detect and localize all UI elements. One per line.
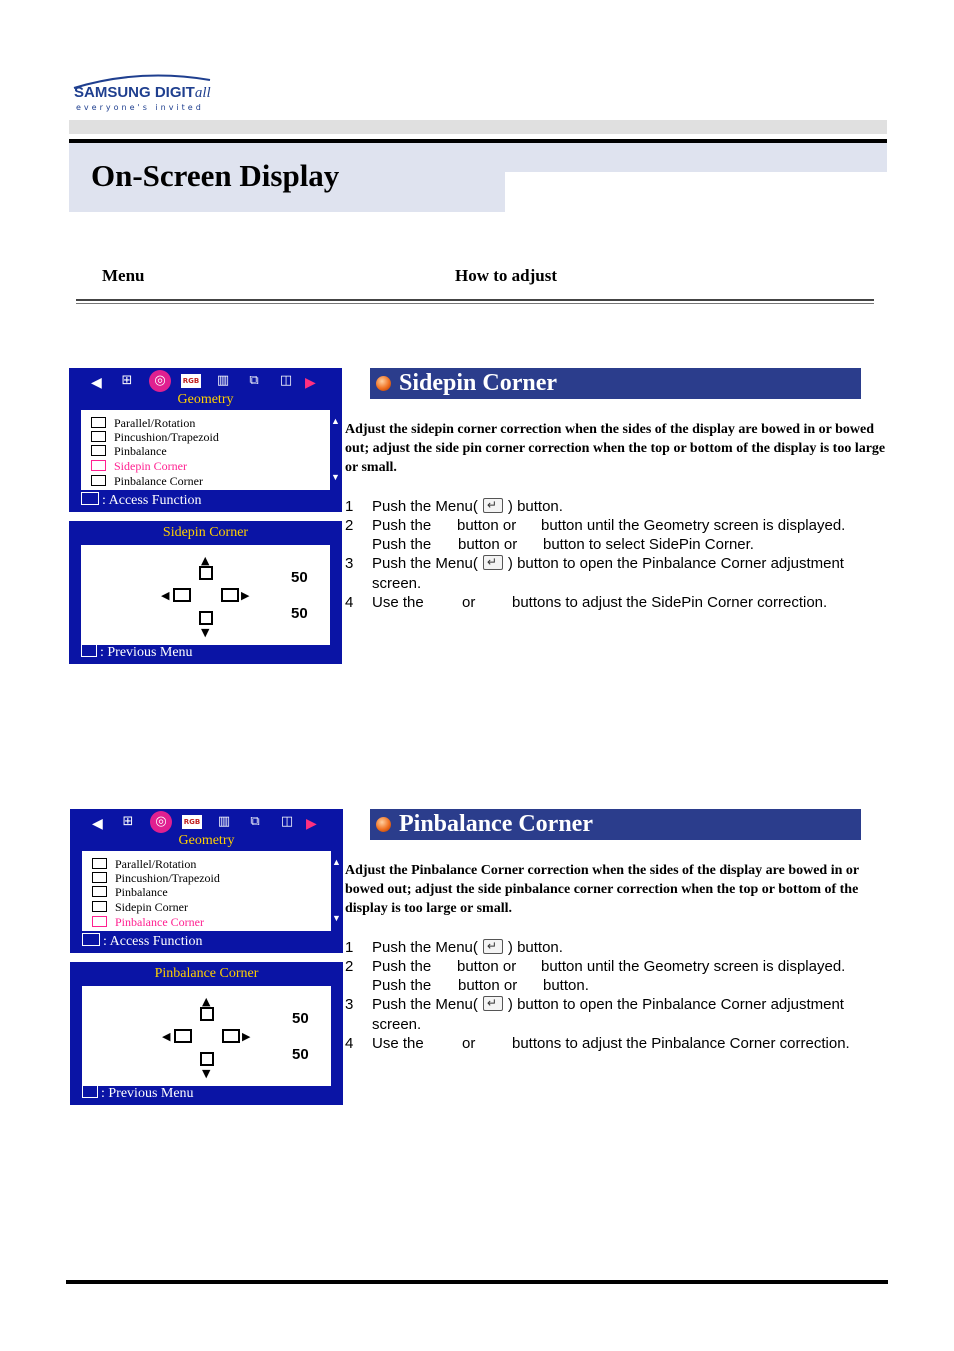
- header-rule-thin: [76, 303, 874, 304]
- section-heading-sidepin-corner: Sidepin Corner: [370, 368, 861, 399]
- step-3-continued: screen.: [372, 1016, 422, 1033]
- osd-scrollbar: [332, 851, 342, 931]
- right-arrow-icon: ▶: [241, 589, 250, 602]
- step-4: 4: [345, 1035, 354, 1052]
- osd-access-function: : Access Function: [81, 492, 202, 509]
- step-2-part-b: button or: [457, 958, 517, 975]
- page-title: On-Screen Display: [91, 158, 340, 193]
- osd-adjust-title: Pinbalance Corner: [154, 966, 259, 981]
- step-2-part-c: button until the Geometry screen is displayed.: [541, 517, 846, 534]
- adjust-value-bottom: 50: [292, 1046, 309, 1063]
- moire-icon: ▥: [217, 814, 231, 829]
- step-3-continued: screen.: [372, 575, 422, 592]
- header-rule: [76, 299, 874, 301]
- sidepin-right-icon: [221, 588, 239, 602]
- zoom-icon: ◫: [280, 814, 294, 829]
- bottom-divider: [66, 1280, 888, 1284]
- step-2b-part-c: button to select SidePin Corner.: [543, 536, 754, 553]
- osd-previous-menu: : Previous Menu: [81, 644, 193, 661]
- pincushion-icon: [92, 872, 107, 883]
- exit-icon: [81, 644, 97, 657]
- osd-access-function: : Access Function: [82, 933, 203, 950]
- adjust-value-bottom: 50: [291, 605, 308, 622]
- section-description: Adjust the Pinbalance Corner correction when the sides of the display are bowed in or bowed out; adjust the side pinbalance corner correction when the top or bottom of the display is too large or small.: [345, 863, 859, 916]
- step-1: 1: [345, 939, 354, 956]
- left-arrow-icon: ◀: [91, 374, 102, 390]
- section-description: Adjust the sidepin corner correction when the sides of the display are bowed in or bowed out; adjust the side pin corner correction when the top or bottom of the display is too large or small.: [345, 422, 886, 475]
- zoom-icon: ◫: [279, 373, 293, 388]
- osd-menu-list: [81, 410, 330, 490]
- step-2: 2: [345, 958, 354, 975]
- step-4-part-c: buttons to adjust the SidePin Corner correction.: [512, 594, 828, 611]
- parallel-icon: [91, 417, 106, 428]
- step-3: 3: [345, 996, 354, 1013]
- moire-icon: ▥: [216, 373, 230, 388]
- column-header-menu: Menu: [102, 266, 145, 285]
- scroll-up-icon: ▲: [332, 857, 341, 867]
- osd-menu-title: Geometry: [177, 392, 234, 407]
- top-gray-bar: [69, 120, 887, 134]
- menu-button-icon: [483, 555, 503, 570]
- osd-adjust-panel: [69, 521, 342, 664]
- logo-brand-suffix: all: [194, 85, 211, 101]
- osd-item-parallel-rotation: Parallel/Rotation: [91, 416, 195, 430]
- exit-icon: [82, 1085, 98, 1098]
- osd-menu-list: [82, 851, 331, 931]
- osd-icon-bar: [70, 811, 343, 835]
- scroll-up-icon: ▲: [331, 416, 340, 426]
- osd-item-pinbalance: Pinbalance: [91, 444, 167, 458]
- pinbalance-bottom-icon: [200, 1052, 214, 1066]
- osd-item-sidepin-corner: Sidepin Corner: [92, 900, 188, 914]
- osd-item-parallel-rotation: Parallel/Rotation: [92, 857, 196, 871]
- logo-tagline: everyone's invited: [76, 103, 204, 112]
- bullet-ball-icon: [376, 817, 391, 832]
- up-arrow-icon: ▲: [201, 554, 210, 567]
- section-heading-pinbalance-corner: Pinbalance Corner: [370, 809, 861, 840]
- geometry-icon: ◎: [149, 370, 171, 392]
- osd-item-pinbalance-corner: Pinbalance Corner: [92, 915, 204, 929]
- pinbalance-icon: [92, 886, 107, 897]
- up-arrow-icon: ▲: [202, 995, 211, 1008]
- pinbalance-top-icon: [200, 1007, 214, 1021]
- adjust-value-top: 50: [291, 569, 308, 586]
- step-4-part-b: or: [462, 594, 476, 611]
- sidepin-icon: [92, 901, 107, 912]
- step-2b-part-b: button or: [458, 536, 518, 553]
- down-arrow-icon: ▼: [201, 626, 210, 639]
- step-2b-part-a: Push the: [372, 977, 432, 994]
- step-4-part-a: Use the: [372, 1035, 424, 1052]
- step-1: 1: [345, 498, 354, 515]
- step-2: 2: [345, 517, 354, 534]
- down-arrow-icon: ▼: [202, 1067, 211, 1080]
- menu-button-icon: [483, 498, 503, 513]
- position-icon: ⊞: [122, 814, 134, 829]
- step-1-text: Push the Menu(↵ ) button.: [372, 938, 563, 957]
- step-2-part-c: button until the Geometry screen is displayed.: [541, 958, 846, 975]
- left-arrow-icon: ◀: [162, 1030, 171, 1043]
- osd-item-pinbalance: Pinbalance: [92, 885, 168, 899]
- step-2b-part-b: button or: [458, 977, 518, 994]
- step-4-part-b: or: [462, 1035, 476, 1052]
- osd-menu-title: Geometry: [178, 833, 235, 848]
- position-icon: ⊞: [121, 373, 133, 388]
- step-2b-part-a: Push the: [372, 536, 432, 553]
- right-arrow-icon: ▶: [306, 815, 317, 831]
- pincushion-icon: [91, 431, 106, 442]
- samsung-logo: [70, 72, 212, 116]
- enter-key-icon: [81, 492, 99, 505]
- osd-item-pincushion-trapezoid: Pincushion/Trapezoid: [91, 430, 219, 444]
- osd-geometry-menu: [69, 368, 342, 512]
- geometry-icon: ◎: [150, 811, 172, 833]
- enter-key-icon: [82, 933, 100, 946]
- parallel-icon: [92, 858, 107, 869]
- step-4-part-a: Use the: [372, 594, 424, 611]
- right-arrow-icon: ▶: [242, 1030, 251, 1043]
- pinbalance-corner-icon: [91, 475, 106, 486]
- step-2-part-a: Push the: [372, 517, 432, 534]
- menu-button-icon: [483, 939, 503, 954]
- step-4: 4: [345, 594, 354, 611]
- osd-geometry-menu-2: [70, 809, 343, 953]
- osd-adjust-box: [82, 986, 331, 1086]
- left-arrow-icon: ◀: [161, 589, 170, 602]
- osd-item-pincushion-trapezoid: Pincushion/Trapezoid: [92, 871, 220, 885]
- sidepin-icon: [91, 460, 106, 471]
- pinbalance-icon: [91, 445, 106, 456]
- windows-icon: ⧉: [249, 373, 259, 388]
- step-2b-part-c: button.: [543, 977, 589, 994]
- step-2-part-b: button or: [457, 517, 517, 534]
- title-band-notch: [505, 172, 535, 212]
- pinbalance-left-icon: [174, 1029, 192, 1043]
- osd-item-pinbalance-corner: Pinbalance Corner: [91, 474, 203, 488]
- rgb-icon: RGB: [182, 815, 202, 829]
- step-2-part-a: Push the: [372, 958, 432, 975]
- sidepin-left-icon: [173, 588, 191, 602]
- osd-icon-bar: [69, 370, 342, 394]
- menu-button-icon: [483, 996, 503, 1011]
- osd-adjust-box: [81, 545, 330, 645]
- pinbalance-right-icon: [222, 1029, 240, 1043]
- rgb-icon: RGB: [181, 374, 201, 388]
- pinbalance-corner-icon: [92, 916, 107, 927]
- sidepin-top-icon: [199, 566, 213, 580]
- scroll-down-icon: ▼: [332, 913, 341, 923]
- column-header-how-to-adjust: How to adjust: [455, 266, 558, 285]
- osd-adjust-panel-2: [70, 962, 343, 1105]
- adjust-value-top: 50: [292, 1010, 309, 1027]
- sidepin-bottom-icon: [199, 611, 213, 625]
- right-arrow-icon: ▶: [305, 374, 316, 390]
- osd-adjust-title: Sidepin Corner: [162, 525, 249, 540]
- step-1-text: Push the Menu(↵ ) button.: [372, 497, 563, 516]
- logo-brand: SAMSUNG DIGIT: [74, 84, 195, 101]
- left-arrow-icon: ◀: [92, 815, 103, 831]
- osd-previous-menu: : Previous Menu: [82, 1085, 194, 1102]
- osd-scrollbar: [331, 410, 341, 490]
- step-3-text: Push the Menu(↵ ) button to open the Pinbalance Corner adjustment: [372, 995, 844, 1014]
- step-3-text: Push the Menu(↵ ) button to open the Pinbalance Corner adjustment: [372, 554, 844, 573]
- windows-icon: ⧉: [250, 814, 260, 829]
- osd-item-sidepin-corner: Sidepin Corner: [91, 459, 187, 473]
- step-3: 3: [345, 555, 354, 572]
- bullet-ball-icon: [376, 376, 391, 391]
- scroll-down-icon: ▼: [331, 472, 340, 482]
- step-4-part-c: buttons to adjust the Pinbalance Corner correction.: [512, 1035, 850, 1052]
